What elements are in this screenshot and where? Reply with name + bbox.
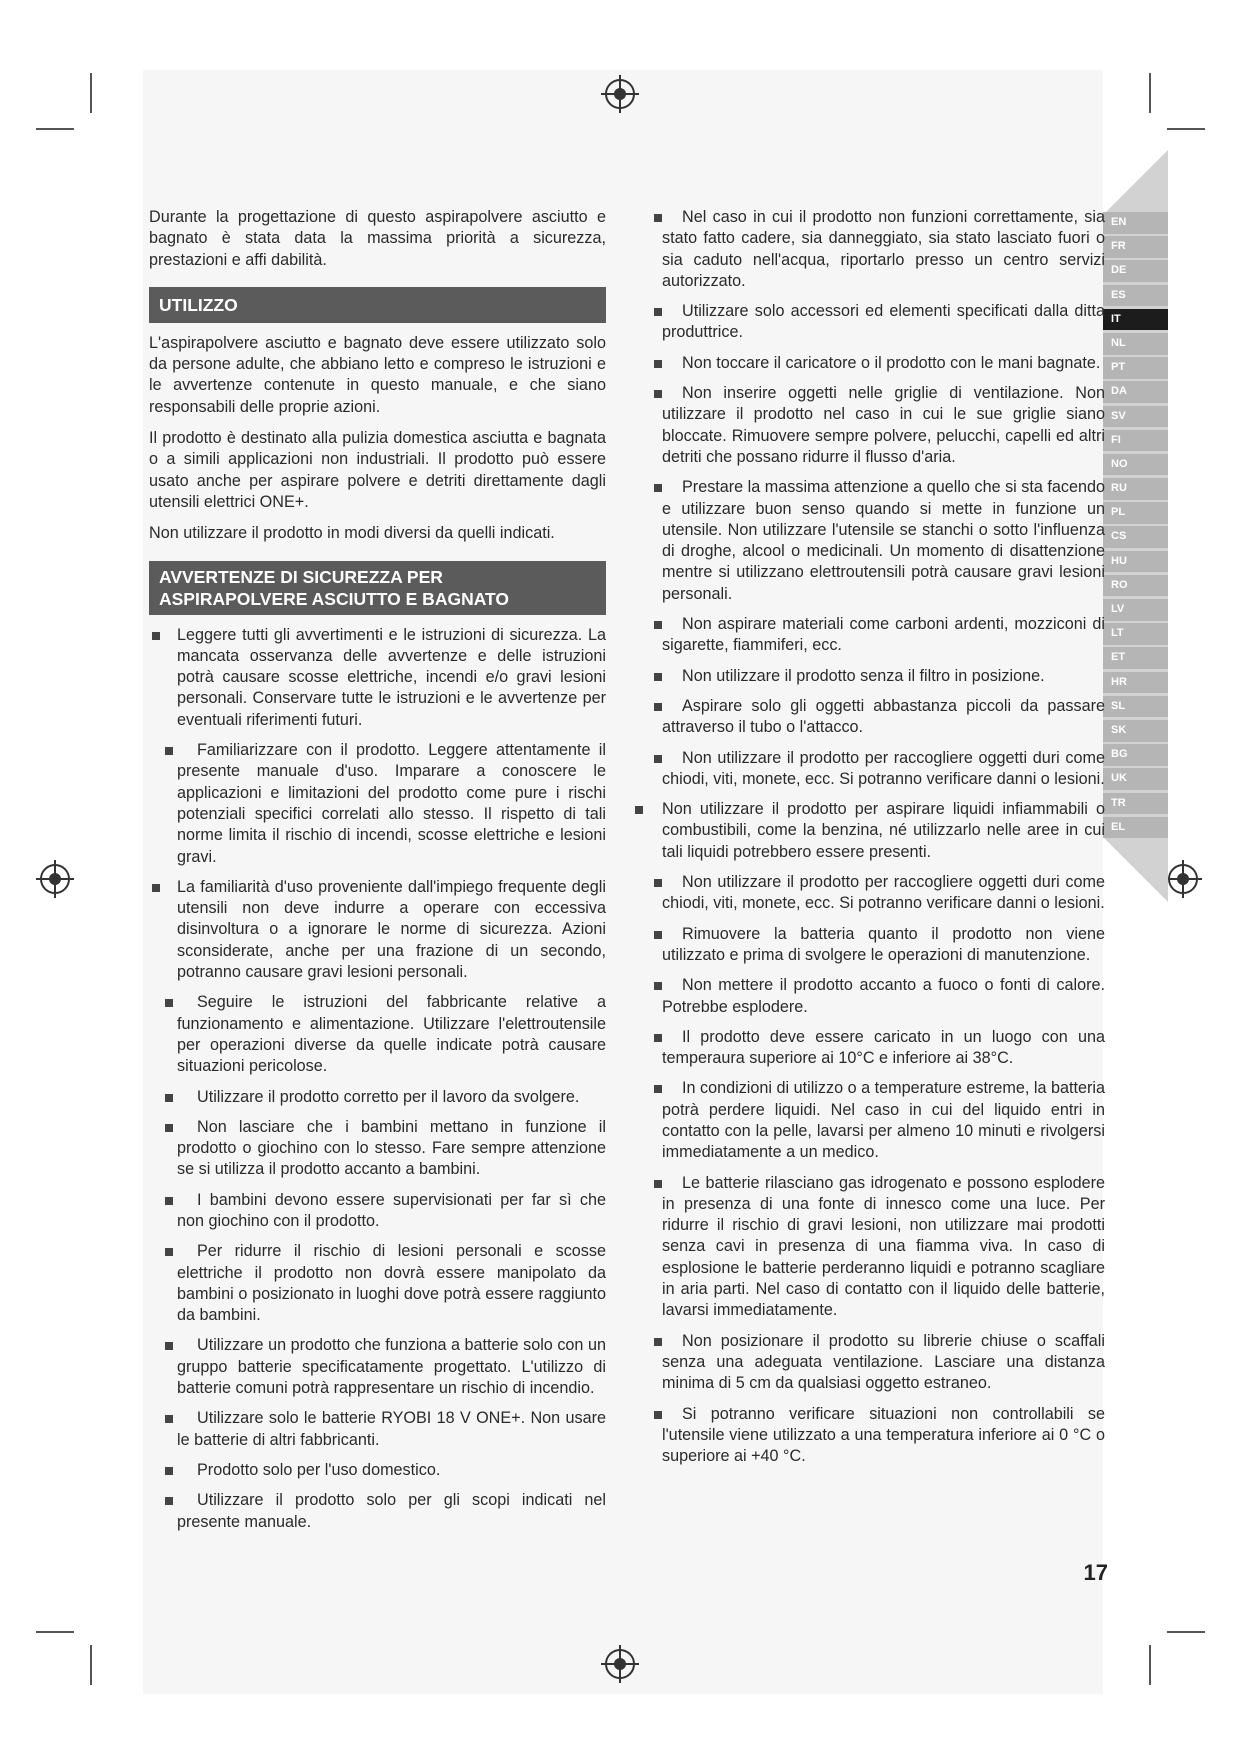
safety-item: In condizioni di utilizzo o a temperature estreme, la batteria potrà perdere liquidi. Nel caso in cui del liquido entri in contatto con la pelle, lavarsi per almeno 10 minuti e rivolgersi immediatamente a un medico. xyxy=(648,1078,1105,1163)
language-tabs xyxy=(1103,212,1168,841)
utilizzo-paragraph: Il prodotto è destinato alla pulizia domestica asciutta e bagnata o a simili applicazioni non industriali. Il prodotto può essere usato anche per aspirare polvere e detriti direttamente dagli utensili elettrici ONE+. xyxy=(149,429,606,511)
safety-item: Leggere tutti gli avvertimenti e le istruzioni di sicurezza. La mancata osservanza delle avvertenze e delle istruzioni potrà causare scosse elettriche, incendi e/o gravi lesioni personali. Conservare tutte le istruzioni e le avvertenze per eventuali riferimenti futuri. xyxy=(149,625,606,731)
safety-item: Utilizzare il prodotto corretto per il lavoro da svolgere. xyxy=(149,1087,606,1108)
language-tab-ru[interactable]: RU xyxy=(1103,478,1168,500)
crop-mark xyxy=(90,73,92,113)
intro-paragraph: Durante la progettazione di questo aspirapolvere asciutto e bagnato è stata data la massima priorità a sicurezza, prestazioni e affi dabilità. xyxy=(149,208,606,269)
safety-item: Prestare la massima attenzione a quello che si sta facendo e utilizzare buon senso quando si mette in funzione un utensile. Non utilizzare l'utensile se stanchi o sotto l'influenza di droghe, alcool o medicinali. Un momento di disattenzione mentre si utilizzano elettroutensili potrà causare gravi lesioni personali. xyxy=(648,477,1105,605)
language-tab-sv[interactable]: SV xyxy=(1103,406,1168,428)
crop-mark xyxy=(90,1645,92,1685)
registration-mark-icon xyxy=(605,79,635,109)
left-column xyxy=(149,207,606,1542)
utilizzo-paragraph: L'aspirapolvere asciutto e bagnato deve essere utilizzato solo da persone adulte, che abbiano letto e compreso le istruzioni e le avvertenze contenute in questo manuale, e che siano responsabili delle proprie azioni. xyxy=(149,333,606,416)
safety-item: Non utilizzare il prodotto per aspirare liquidi infiammabili o combustibili, come la benzina, né utilizzarlo nelle aree in cui tali liquidi potrebbero essere presenti. xyxy=(635,799,1105,863)
language-tab-tr[interactable]: TR xyxy=(1103,793,1168,815)
safety-item: Utilizzare solo le batterie RYOBI 18 V ONE+. Non usare le batterie di altri fabbricanti. xyxy=(149,1408,606,1451)
crop-mark xyxy=(1167,128,1205,130)
section-heading-utilizzo: UTILIZZO xyxy=(149,287,606,323)
language-tab-fr[interactable]: FR xyxy=(1103,236,1168,258)
right-column xyxy=(648,207,1105,1476)
safety-item: I bambini devono essere supervisionati per far sì che non giochino con il prodotto. xyxy=(149,1190,606,1233)
registration-mark-icon xyxy=(1168,864,1198,894)
language-tab-cs[interactable]: CS xyxy=(1103,526,1168,548)
safety-item: Familiarizzare con il prodotto. Leggere attentamente il presente manuale d'uso. Imparare a conoscere le applicazioni e limitazioni del prodotto come pure i rischi potenziali specifici correlati allo stesso. Il rispetto di tali norme limita il rischio di incendi, scosse elettriche e lesioni gravi. xyxy=(149,740,606,868)
safety-item: Non inserire oggetti nelle griglie di ventilazione. Non utilizzare il prodotto nel caso in cui le sue griglie siano bloccate. Rimuovere sempre polvere, pelucchi, capelli ed altri detriti che possano ridurre il flusso d'aria. xyxy=(648,383,1105,468)
page-number: 17 xyxy=(1083,1560,1108,1585)
safety-item: Si potranno verificare situazioni non controllabili se l'utensile viene utilizzato a una temperatura inferiore ai 0 °C o superiore ai +40 °C. xyxy=(648,1404,1105,1468)
safety-item: Non utilizzare il prodotto senza il filtro in posizione. xyxy=(648,666,1105,687)
safety-item: Rimuovere la batteria quanto il prodotto non viene utilizzato e prima di svolgere le operazioni di manutenzione. xyxy=(648,924,1105,967)
safety-item: Non utilizzare il prodotto per raccogliere oggetti duri come chiodi, viti, monete, ecc. Si potranno verificare danni o lesioni. xyxy=(648,748,1105,791)
crop-mark xyxy=(1149,73,1151,113)
safety-list-left xyxy=(149,625,606,1533)
safety-item: Utilizzare un prodotto che funziona a batterie solo con un gruppo batterie specificatamente progettato. L'utilizzo di batterie comuni potrà rappresentare un rischio di incendio. xyxy=(149,1335,606,1399)
utilizzo-paragraph: Non utilizzare il prodotto in modi diversi da quelli indicati. xyxy=(149,524,555,543)
crop-mark xyxy=(36,128,74,130)
crop-mark xyxy=(36,1631,74,1633)
safety-item: Prodotto solo per l'uso domestico. xyxy=(149,1460,606,1481)
language-tab-lv[interactable]: LV xyxy=(1103,599,1168,621)
safety-item: Non utilizzare il prodotto per raccogliere oggetti duri come chiodi, viti, monete, ecc. Si potranno verificare danni o lesioni. xyxy=(648,872,1105,915)
safety-item: Non mettere il prodotto accanto a fuoco o fonti di calore. Potrebbe esplodere. xyxy=(648,975,1105,1018)
safety-item: Le batterie rilasciano gas idrogenato e possono esplodere in presenza di una fonte di innesco come una luce. Per ridurre il rischio di gravi lesioni, non utilizzare mai prodotti senza cavi in presenza di una fiamma viva. In caso di esplosione le batterie perderanno liquidi e potranno scagliare in aria parti. Nel caso di contatto con il liquido delle batterie, lavarsi immediatamente. xyxy=(648,1173,1105,1322)
language-tab-no[interactable]: NO xyxy=(1103,454,1168,476)
registration-mark-icon xyxy=(605,1649,635,1679)
language-tab-pt[interactable]: PT xyxy=(1103,357,1168,379)
safety-item: Non lasciare che i bambini mettano in funzione il prodotto o giochino con lo stesso. Fare sempre attenzione se si utilizza il prodotto accanto a bambini. xyxy=(149,1117,606,1181)
language-tab-el[interactable]: EL xyxy=(1103,817,1168,839)
safety-item: La familiarità d'uso proveniente dall'impiego frequente degli utensili non deve indurre a operare con eccessiva disinvoltura o a ignorare le norme di sicurezza. Azioni sconsiderate, anche per una frazione di un secondo, potranno causare gravi lesioni personali. xyxy=(149,877,606,983)
language-tab-sk[interactable]: SK xyxy=(1103,720,1168,742)
safety-item: Utilizzare solo accessori ed elementi specificati dalla ditta produttrice. xyxy=(648,301,1105,344)
language-tab-bg[interactable]: BG xyxy=(1103,744,1168,766)
language-tab-en[interactable]: EN xyxy=(1103,212,1168,234)
safety-item: Per ridurre il rischio di lesioni personali e scosse elettriche il prodotto non dovrà essere manipolato da bambini o posizionato in luoghi dove potrà essere raggiunto da bambini. xyxy=(149,1241,606,1326)
language-tab-es[interactable]: ES xyxy=(1103,285,1168,307)
safety-item: Aspirare solo gli oggetti abbastanza piccoli da passare attraverso il tubo o l'attacco. xyxy=(648,696,1105,739)
language-tab-pl[interactable]: PL xyxy=(1103,502,1168,524)
language-tab-sl[interactable]: SL xyxy=(1103,696,1168,718)
language-tab-fi[interactable]: FI xyxy=(1103,430,1168,452)
safety-item: Non toccare il caricatore o il prodotto con le mani bagnate. xyxy=(648,353,1105,374)
safety-item: Non posizionare il prodotto su librerie chiuse o scaffali senza una adeguata ventilazione. Lasciare una distanza minima di 5 cm da qualsiasi oggetto estraneo. xyxy=(648,1331,1105,1395)
language-tab-nl[interactable]: NL xyxy=(1103,333,1168,355)
language-tab-hu[interactable]: HU xyxy=(1103,551,1168,573)
safety-item: Seguire le istruzioni del fabbricante relative a funzionamento e alimentazione. Utilizzare l'elettroutensile per operazioni diverse da quelle indicate potrà causare situazioni pericolose. xyxy=(149,992,606,1077)
section-heading-avvertenze xyxy=(149,561,606,615)
language-tab-ro[interactable]: RO xyxy=(1103,575,1168,597)
crop-mark xyxy=(1149,1645,1151,1685)
safety-list-right xyxy=(648,207,1105,1467)
section-heading-line: ASPIRAPOLVERE ASCIUTTO E BAGNATO xyxy=(159,588,510,609)
registration-mark-icon xyxy=(40,864,70,894)
language-tab-de[interactable]: DE xyxy=(1103,260,1168,282)
safety-item: Il prodotto deve essere caricato in un luogo con una temperaura superiore ai 10°C e inferiore ai 38°C. xyxy=(648,1027,1105,1070)
safety-item: Utilizzare il prodotto solo per gli scopi indicati nel presente manuale. xyxy=(149,1490,606,1533)
language-tab-it[interactable]: IT xyxy=(1103,309,1168,331)
crop-mark xyxy=(1167,1631,1205,1633)
language-tab-hr[interactable]: HR xyxy=(1103,672,1168,694)
safety-item: Non aspirare materiali come carboni ardenti, mozziconi di sigarette, fiammiferi, ecc. xyxy=(648,614,1105,657)
language-tab-et[interactable]: ET xyxy=(1103,647,1168,669)
language-tab-lt[interactable]: LT xyxy=(1103,623,1168,645)
language-tab-da[interactable]: DA xyxy=(1103,381,1168,403)
section-heading-line: AVVERTENZE DI SICUREZZA PER xyxy=(159,566,443,587)
safety-item: Nel caso in cui il prodotto non funzioni correttamente, sia stato fatto cadere, sia danneggiato, sia stato lasciato fuori o sia caduto nell'acqua, riportarlo presso un centro servizi autorizzato. xyxy=(648,207,1105,292)
language-tab-uk[interactable]: UK xyxy=(1103,768,1168,790)
